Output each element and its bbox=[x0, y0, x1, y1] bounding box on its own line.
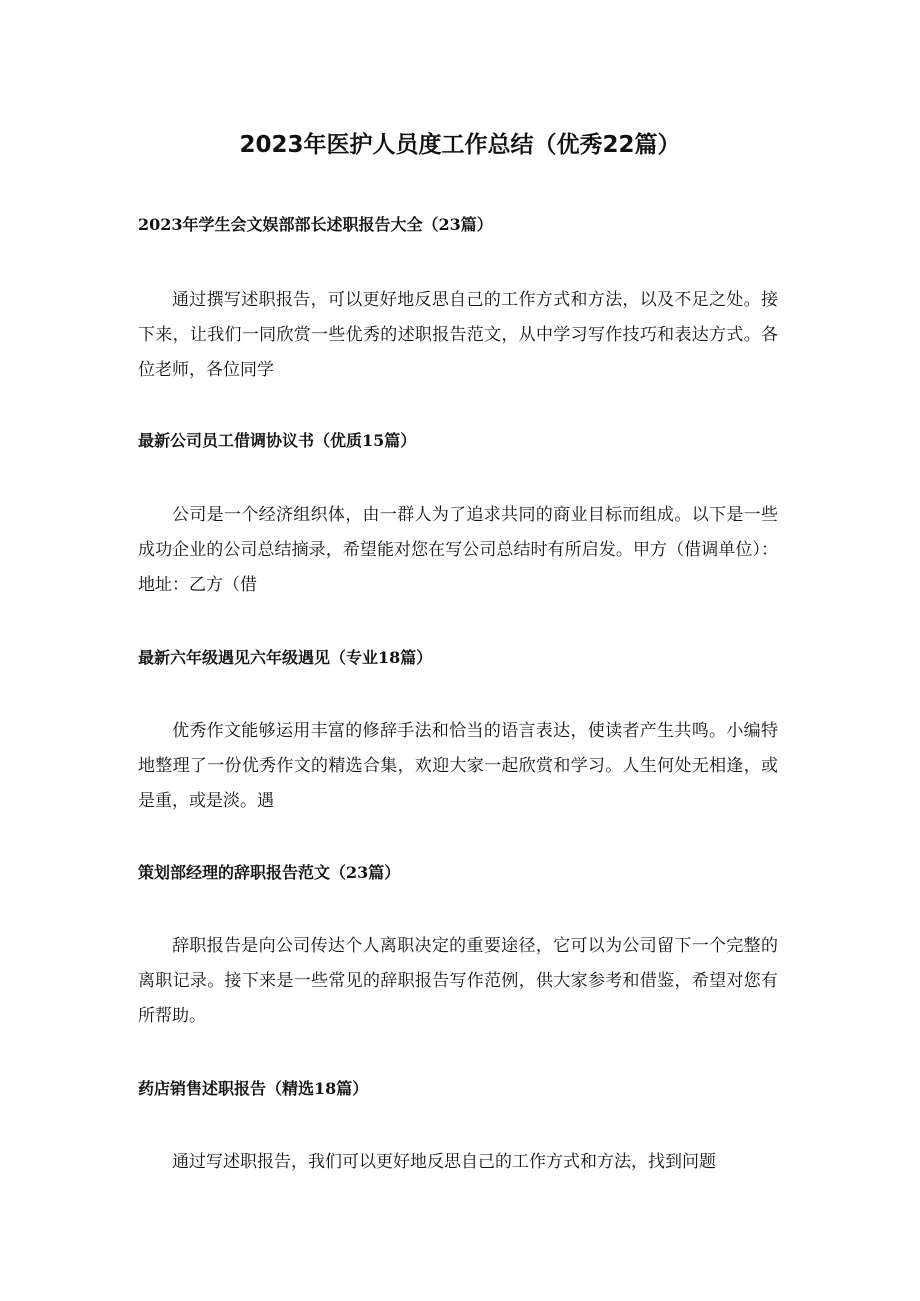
section-heading-5: 药店销售述职报告（精选18篇） bbox=[138, 1079, 369, 1098]
section-heading-1: 2023年学生会文娱部部长述职报告大全（23篇） bbox=[138, 215, 493, 234]
section-body-2: 公司是一个经济组织体，由一群人为了追求共同的商业目标而组成。以下是一些成功企业的公司总结摘录，希望能对您在写公司总结时有所启发。甲方（借调单位）：地址：乙方（借 bbox=[138, 505, 778, 595]
section-heading-3: 最新六年级遇见六年级遇见（专业18篇） bbox=[138, 648, 433, 667]
section-body-3: 优秀作文能够运用丰富的修辞手法和恰当的语言表达，使读者产生共鸣。小编特地整理了一份优秀作文的精选合集，欢迎大家一起欣赏和学习。人生何处无相逢，或是重，或是淡。遇 bbox=[138, 721, 778, 811]
section-heading-2: 最新公司员工借调协议书（优质15篇） bbox=[138, 431, 417, 450]
section-body-5: 通过写述职报告，我们可以更好地反思自己的工作方式和方法，找到问题 bbox=[172, 1152, 716, 1172]
section-body-1: 通过撰写述职报告，可以更好地反思自己的工作方式和方法，以及不足之处。接下来，让我们一同欣赏一些优秀的述职报告范文，从中学习写作技巧和表达方式。各位老师，各位同学 bbox=[138, 290, 778, 380]
document-title: 2023年医护人员度工作总结（优秀22篇） bbox=[239, 132, 681, 158]
section-heading-4: 策划部经理的辞职报告范文（23篇） bbox=[138, 863, 401, 882]
section-body-4: 辞职报告是向公司传达个人离职决定的重要途径，它可以为公司留下一个完整的离职记录。接下来是一些常见的辞职报告写作范例，供大家参考和借鉴，希望对您有所帮助。 bbox=[138, 936, 778, 1026]
